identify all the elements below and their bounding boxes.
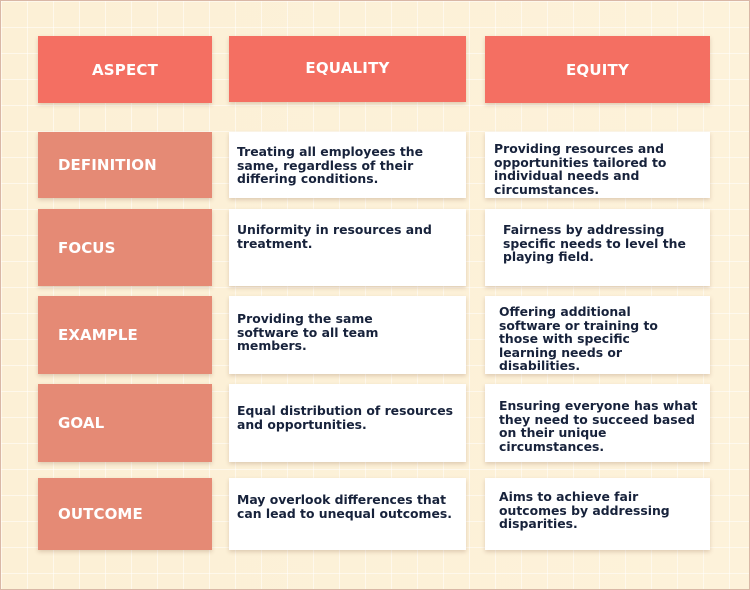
equity-text: Aims to achieve fair outcomes by addressing disparities. [499, 489, 670, 532]
aspect-label: DEFINITION [58, 156, 157, 174]
row-goal-aspect [38, 384, 212, 462]
row-definition-aspect [38, 132, 212, 198]
row-outcome-equity [485, 478, 710, 550]
row-definition-equity [485, 132, 710, 198]
equality-text: May overlook differences that can lead to unequal outcomes. [237, 492, 452, 521]
row-focus-equity [485, 209, 710, 286]
header-equity [485, 36, 710, 103]
header-equality-label: EQUALITY [305, 59, 390, 77]
row-definition-equality [229, 132, 466, 198]
row-focus-aspect [38, 209, 212, 286]
equity-text: Providing resources and opportunities tailored to individual needs and circumstances. [494, 141, 667, 197]
header-aspect-label: ASPECT [91, 60, 159, 79]
equity-text: Offering additional software or training to those with specific learning needs or disabilities. [499, 304, 658, 374]
equality-text: Uniformity in resources and treatment. [237, 222, 432, 251]
equality-text: Treating all employees the same, regardless of their differing conditions. [237, 144, 423, 187]
aspect-label: GOAL [58, 414, 105, 432]
equity-text: Fairness by addressing specific needs to level the playing field. [503, 222, 686, 265]
row-goal-equity [485, 384, 710, 462]
row-goal-equality [229, 384, 466, 462]
row-example-aspect [38, 296, 212, 374]
row-outcome-equality [229, 478, 466, 550]
aspect-label: EXAMPLE [58, 326, 138, 344]
row-focus-equality [229, 209, 466, 286]
equality-text: Providing the same software to all team members. [237, 311, 379, 354]
row-example-equality [229, 296, 466, 374]
header-equality [229, 36, 466, 102]
row-example-equity [485, 296, 710, 374]
header-aspect [38, 36, 212, 103]
row-outcome-aspect [38, 478, 212, 550]
equality-text: Equal distribution of resources and opportunities. [237, 403, 454, 432]
aspect-label: FOCUS [58, 238, 116, 257]
equity-text: Ensuring everyone has what they need to succeed based on their unique circumstances. [499, 398, 698, 454]
aspect-label: OUTCOME [58, 505, 143, 523]
header-equity-label: EQUITY [565, 60, 630, 79]
